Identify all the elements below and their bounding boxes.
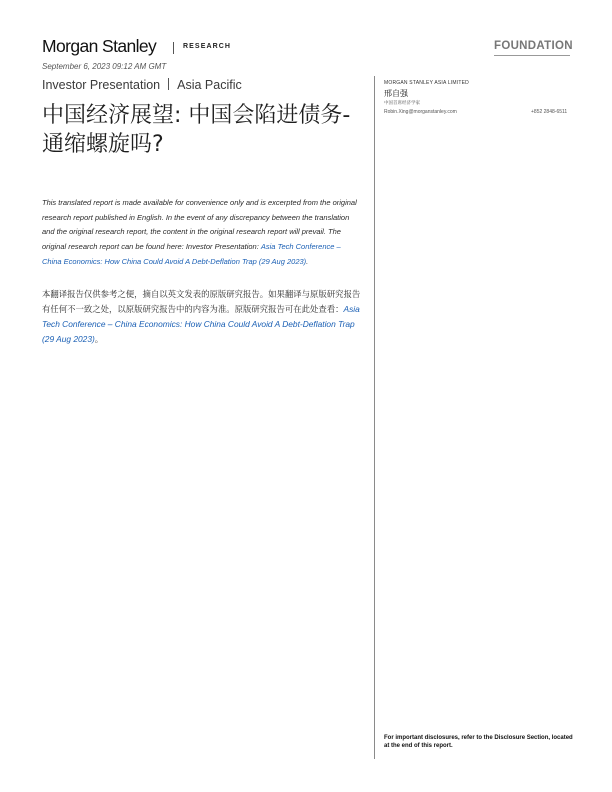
- english-note-text: This translated report is made available for convenience only and is excerpted from the original research report published in English. In the event of any discrepancy between the translation and the original research report, the content in the original research report will prevail. The original research report can be found here: Investor Presentation:: [42, 198, 357, 252]
- translation-note-chinese: [42, 287, 362, 347]
- report-kind: Investor Presentation: [42, 78, 161, 92]
- report-type-divider: [168, 78, 169, 90]
- report-region: Asia Pacific: [177, 78, 242, 92]
- research-label: RESEARCH: [183, 43, 232, 50]
- chinese-note-text: 本翻译报告仅供参考之便，摘自以英文发表的原版研究报告。如果翻译与原版研究报告有任何不一致之处，以原版研究报告中的内容为准。原版研究报告可在此处查看：: [42, 289, 361, 314]
- analyst-email-link[interactable]: Robin.Xing@morganstanley.com: [384, 109, 457, 115]
- original-report-link-english[interactable]: Asia Tech Conference – China Economics: How China Could Avoid A Debt-Deflation Trap (29 Aug 2023): [42, 242, 341, 266]
- report-title: 中国经济展望: 中国会陷进债务-通缩螺旋吗?: [42, 103, 351, 157]
- logo-divider: [173, 42, 174, 54]
- analyst-name: 邢自强: [384, 89, 408, 98]
- report-type: [42, 78, 242, 92]
- analyst-entity: MORGAN STANLEY ASIA LIMITED: [384, 80, 469, 86]
- original-report-link-chinese[interactable]: Asia Tech Conference – China Economics: How China Could Avoid A Debt-Deflation Trap (29 Aug 2023): [42, 304, 360, 344]
- publish-date: September 6, 2023 09:12 AM GMT: [42, 62, 167, 71]
- column-divider: [374, 76, 375, 759]
- english-note-end: .: [306, 256, 309, 266]
- disclosure-note: For important disclosures, refer to the Disclosure Section, located at the end of this report.: [384, 735, 573, 749]
- chinese-note-end: 。: [94, 334, 104, 344]
- morgan-stanley-logo: Morgan Stanley: [42, 36, 157, 56]
- foundation-underline: [494, 55, 570, 56]
- analyst-phone: +852 2848-6511: [531, 109, 568, 115]
- translation-note-english: [42, 196, 362, 270]
- foundation-label: FOUNDATION: [494, 40, 573, 52]
- analyst-title: 中国首席经济学家: [384, 101, 420, 106]
